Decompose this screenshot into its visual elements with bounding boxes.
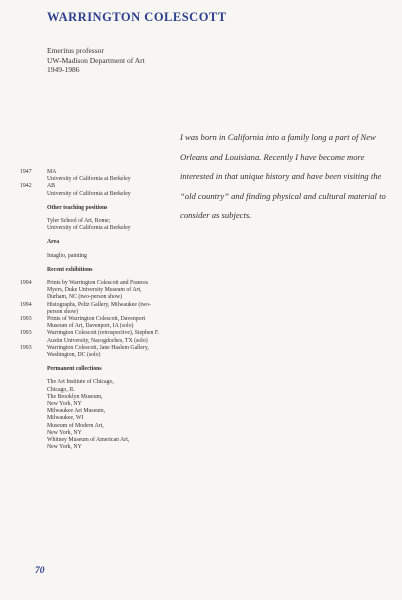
teaching-text: Tyler School of Art, Rome; University of California at Berkeley [47, 218, 131, 232]
exhibition-year: 1993 [20, 316, 32, 323]
exhibition-text: Histographs, Peltz Gallery, Milwaukee (two-person show) [47, 301, 151, 315]
collections-text: The Art Institute of Chicago, Chicago, IL The Brooklyn Museum, New York, NY Milwaukee Art Museum, Milwaukee, WI Museum of Modern Art, New York, NY Whitney Museum of American Art, New York, NY [47, 379, 130, 451]
exhibition-item [20, 280, 160, 302]
section-heading-collections: Permanent collections [47, 366, 102, 373]
education-text: MA University of California at Berkeley [47, 169, 131, 183]
exhibition-item [20, 316, 160, 330]
page-title: WARRINGTON COLESCOTT [47, 10, 227, 24]
exhibition-item [20, 302, 160, 316]
subtitle-line: 1949-1986 [47, 65, 80, 74]
subtitle-line: UW-Madison Department of Art [47, 55, 145, 65]
cv-column [20, 169, 160, 452]
section-heading-area: Area [47, 239, 60, 246]
area-text: Intaglio, painting [47, 252, 87, 259]
exhibition-item [20, 345, 160, 359]
exhibition-item [20, 330, 160, 344]
education-item [20, 169, 160, 183]
exhibition-year: 1993 [20, 330, 32, 337]
page-number: 70 [35, 566, 45, 576]
exhibition-text: Prints by Warrington Colescott and Frances Myers, Duke University Museum of Art, Durham, NC (two-person show) [47, 280, 149, 301]
section-heading-exhibitions: Recent exhibitions [47, 266, 93, 273]
subtitle-line: Emeritus professor [47, 46, 104, 55]
subtitle-block [47, 46, 145, 75]
exhibition-text: Warrington Colescott (retrospective), Stephen F. Austin University, Nacogdoches, TX (solo) [47, 330, 160, 344]
section-heading-teaching: Other teaching positions [47, 204, 108, 211]
education-year: 1947 [20, 169, 32, 175]
exhibition-text: Warrington Colescott, Jane Haslem Gallery, Washington, DC (solo) [47, 344, 149, 359]
artist-quote: I was born in California into a family long a part of New Orleans and Louisiana. Recently I have become more interested in that unique history and have been visiting the “old country” and finding physical and cultural material to consider as subjects. [180, 132, 386, 220]
education-year: 1942 [20, 183, 32, 190]
exhibition-year: 1993 [20, 344, 32, 351]
education-item [20, 183, 160, 197]
exhibition-text: Prints of Warrington Colescott, Davenport Museum of Art, Davenport, IA (solo) [47, 316, 146, 330]
education-text: AB University of California at Berkeley [47, 183, 131, 197]
exhibition-year: 1994 [20, 280, 32, 287]
exhibition-year: 1994 [20, 301, 32, 308]
